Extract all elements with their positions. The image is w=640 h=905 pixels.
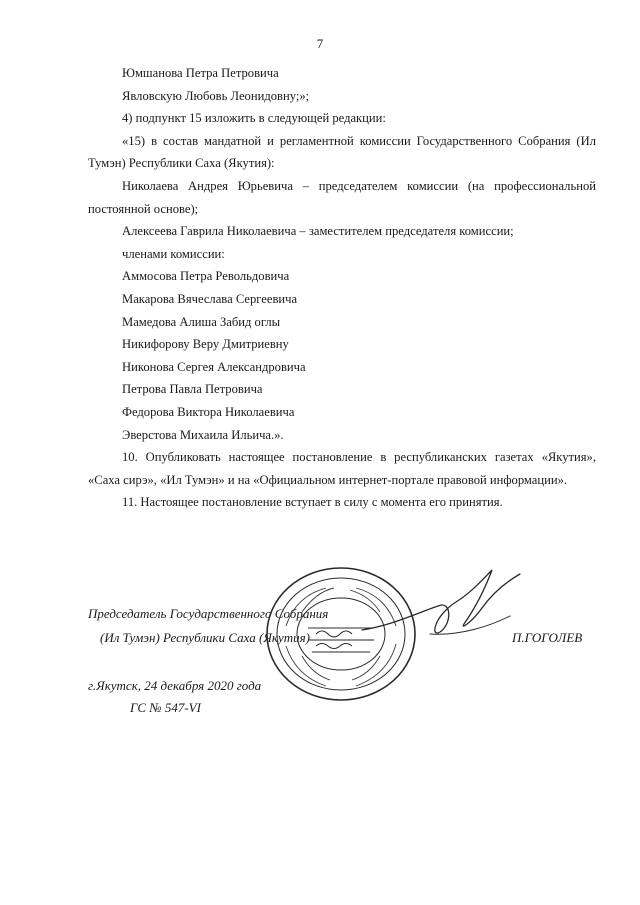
committee-member: Мамедова Алиша Забид оглы [122, 314, 281, 329]
handwritten-signature-icon [360, 566, 530, 646]
committee-member: Эверстова Михаила Ильича.». [122, 427, 284, 442]
document-body [88, 62, 596, 514]
signer-position-line2: (Ил Тумэн) Республики Саха (Якутия) [100, 630, 310, 645]
paragraph: 4) подпункт 15 изложить в следующей редакции: [122, 111, 386, 126]
page-number: 7 [316, 36, 324, 51]
paragraph: Николаева Андрея Юрьевича – председателем комиссии (на профессиональной постоянной основе); [88, 178, 596, 216]
committee-member: Петрова Павла Петровича [122, 382, 263, 397]
paragraph: 11. Настоящее постановление вступает в силу с момента его принятия. [122, 495, 503, 510]
signer-name: П.ГОГОЛЕВ [512, 630, 583, 645]
paragraph: 10. Опубликовать настоящее постановление в республиканских газетах «Якутия», «Саха сирэ», «Ил Тумэн» и на «Официальном интернет-портале правовой информации». [88, 450, 596, 487]
committee-member: Макарова Вячеслава Сергеевича [122, 291, 298, 306]
paragraph: членами комиссии: [122, 246, 225, 261]
paragraph: Алексеева Гаврила Николаевича – заместителем председателя комиссии; [122, 224, 514, 239]
paragraph: Юмшанова Петра Петровича [122, 66, 279, 80]
place-date: г.Якутск, 24 декабря 2020 года [88, 678, 262, 693]
committee-member: Аммосова Петра Револьдовича [122, 269, 290, 284]
committee-member: Никифорову Веру Дмитриевну [122, 337, 289, 352]
document-number: ГС № 547-VI [130, 700, 201, 715]
paragraph: «15) в состав мандатной и регламентной комиссии Государственного Собрания (Ил Тумэн) Республики Саха (Якутия): [88, 133, 596, 171]
official-stamp-icon [246, 556, 436, 706]
committee-member: Никонова Сергея Александровича [122, 359, 306, 374]
paragraph: Явловскую Любовь Леонидовну;»; [122, 88, 310, 103]
signer-position-line1: Председатель Государственного Собрания [88, 606, 329, 621]
committee-member: Федорова Виктора Николаевича [122, 404, 295, 419]
